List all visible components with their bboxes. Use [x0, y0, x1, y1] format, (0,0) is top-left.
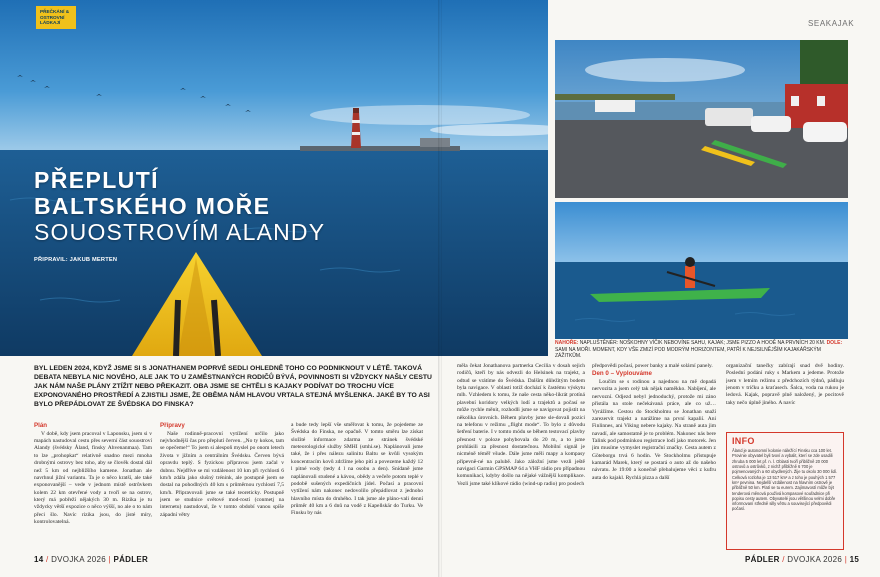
body-column-5 — [592, 363, 716, 559]
paddler-image — [555, 202, 848, 339]
title-line-3: SOUOSTROVÍM ALANDY — [34, 219, 326, 245]
article-title — [34, 167, 444, 245]
intro-paragraph: BYL LEDEN 2024, KDYŽ JSME SI S JONATHANEM POPRVÉ SEDLI OHLEDNĚ TOHO CO PODNIKNOUT V LÉTĚ. TAKOVÁ DEBATA NEBYLA NIC NOVÉHO, ALE JAK TO U ZAMĚSTNANÝCH RODIČŮ BÝVÁ, POVINNOSTI SI VŽDYCKY NAŠLY CESTU JAK NÁM NAŠE PLÁNY ZTÍŽIT NEBO PŘEKAZIT. OBA JSME SE CHTĚLI S KAJAKY PODÍVAT DO TROCHU VÍCE EXPONOVANÉHO PROSTŘEDÍ A ZJISTILI JSME, ŽE OBĚMA NÁM HLAVOU VRTALA STEJNÁ MYŠLENKA. JAKÉ BY TO ASI BYLO PŘEPÁDLOVAT ZE ŠVÉDSKA DO FINSKA? — [34, 365, 432, 409]
spine-gutter — [438, 0, 442, 577]
body-column-4 — [457, 363, 585, 559]
body-paragraph: V době, kdy jsem pracoval v Laponsku, jsem si v mapách nastudoval cestu přes severní část souostroví Alandy (švédsky Åland, finsky Ahvenanmaa). Tam to lze „prohopkat“ relativně snadno mezi mnoha drobnými ostrovy bez toho, aby se člověk dostal dál než 5 km od nejbližšího kamene. Jonathan ale navrhnul jižní variantu. Ta je o něco kratší, ale také exponovanější – vede v jednom místě ostrůvkem kolem 22 km otevřené vody a tvoří se na ostrov, který má pobřeží nějakých 30 m. Rizika je tu vždycky větší expozice o něco výšší, no ale o to nám přeci šlo. Navíc rizika jsou, do jisté míry, kontrolovatelná. — [34, 430, 152, 526]
title-line-2: BALTSKÉHO MOŘE — [34, 193, 271, 219]
caption-label-bottom: DOLE: — [826, 340, 843, 346]
body-paragraph: a bude tedy lepší vše směřovat k tomu, že pojedeme ze Švédska do Finska, ne opačně. V tomto směru lze získat složité informace zdarma ze stránek švédské meteorologické služby SMHI (smhi.se). Naplánovali jsme také, že i přes nálezu salinitu Baltu se kvůli vysokým koncentracím kovů zdržíme jeho pití a povezeme každý 12 l pitné vody (tedy 4 l na osobu a den). Snídaně jsme naplánovali studené a kávou, obědy a večeře potom teplé v podobě sušených expedičních jídel. Počasí a pracovní vytížení nám nakonec nedovolilo přepádlovat z jednoho hlavního místa do druhého. I tak jsme ale pláno-vali denní průměr 40 km a 6 dnů na vodě z Kapellskär do Turku. Ve Finsku by nás — [291, 422, 423, 517]
body-paragraph: měla čekat Jonathanova partnerka Cecilia v dosah sejich rodičů, kteří by nás odvezli do Helsinek na trajekt, a odtud se vrátíme do Švédska. Dalším důležitým bodem byla navigace. V oblasti totiž dochází k častému výskytu mlh. Vzhledem k tomu, že naše cesta něko-likrát protíná plavební koridory velkých lodí a trajektů a počasí se může rychle měnit, rozhodli jsme se navigovat pojistit na několika úrovních. Během plavby jsme sle-dovali pozici na telefonu v režimu „flight mode“. To bylo z důvodu šetření baterie. I v tomto módu se během testovací plavby přesnost v poloze pohybovala do 20 m, a to jsme prohlásili za přesnost dostatečnou. Mobilní signál je nicméně téměř všude. Dále jsme měli mapy a kompasy připevně-né na palubě. Jako záložní jsme vezli ještě navigaci Garmin GPSMAP 64 a VHF rádio pro případnou komunikaci, kdyby došlo na nějaké vážnější komplikace. Vezli jsme také klíkové rádio (wind-up radio) pro poslech — [457, 363, 585, 487]
subheading-plan: Plán — [34, 422, 48, 429]
info-text: Åland je autonomní kolonie náležící Finsku cca 100 let. Provinie obyvatel byli tvoví a vybalit, kterí se zde usadili zhruba 5 000 let př. n. l. Oblasti tvoří přibližně 20 000 ostrovů a ostrůvků, z nichž přibližně 6 700 je pojmenovaných a 60 obydlených. Žije tu okolo 30 000 lidí. Celková rozloha je 13 517 km² a z toho je pouhých 1 577 km² pevnina. Nejdelší vzdálenost na hlavním ostrově je přibližně 50 km. Platí se tu eurem. Zajímavostí může být tenderová měnová použivá kompasové souřadnice při popisu cesty autem. Obyvatelé jsou většinou velmi dobře informovaní středně silly větru a související předpovědi počasí. — [732, 448, 838, 512]
paddler-photo — [555, 202, 848, 339]
body-paragraph: Loučím se s rodinou a najednou na mě dopadá nervozita a jsem celý tak nějak naměkko. Nabíjení, ale nervozní. Odjezd nebyl jednoduchý, protože mi záno přistála na stole nečekávaná práce, ale co už… Vyrážíme. Cestou do Stockholmu se Jonathan snaží zarezervit trajekt a narážíme na první kapalií. Ani Finlinnes, ani Viking nebere kajaky. Na straně auta jim navadí, ale samostatně je to problém. Nakonec nás bere Talink pod podmínkou registrace lodí jako motorek. Jen jim musíme vymyslet registrační značky. Cesta autem z Göteborgu trvá 6 hodin. Ve Stockholmu přistupuje kamarád Marek, který se postará o auto až do našeho návratu. Je 19:00 a konečně přebalujeme věci z kufru auta do kajakl. Rychlá pizza a další — [592, 379, 716, 481]
page-number-left: 14 — [34, 555, 44, 564]
issue-label-right: DVOJKA 2026 — [787, 555, 843, 564]
folio-separator: | — [844, 555, 848, 564]
article-intro — [34, 364, 434, 409]
body-paragraph: Naše rodinně-pracovní vytížení určilo jako nejvhodnější čas pro přeplutí červen. „No ty kokos, tam se opečeme!“ To jsem si alespoň myslel po onom letech života v jižním a centrálním Švédsku. Červen bývá opravdu teplý. S fyzickou přípravou jsem začal v dubnu. Nejdříve se mi vzdálenost 10 km při rychlosti 6 km/h zdála jako slušný trénink, ale postupně jsem se dostal na pohodlných 40 km s průměrnou rychlostí 7,5 km/h. Připravovali jsme se také teoreticky. Postupně jsem se studnice světové mod-rostí (conmetj na internetu) nastudoval, že v tomto období vanou spíše západní větry — [160, 430, 284, 518]
info-heading: INFO — [732, 436, 755, 446]
harbor-photo — [555, 40, 848, 198]
body-column-3 — [291, 422, 423, 556]
issue-label-left: DVOJKA 2026 — [51, 555, 106, 564]
folio-separator: / — [46, 555, 49, 564]
subheading-pripravy: Přípravy — [160, 422, 185, 429]
folio-separator: / — [782, 555, 785, 564]
caption-label-top: NAHOŘE: — [555, 340, 579, 346]
harbor-image — [555, 40, 848, 198]
folio-right — [745, 556, 859, 564]
body-column-6 — [726, 363, 844, 427]
folio-left — [34, 556, 148, 564]
folio-separator: | — [108, 555, 111, 564]
body-column-1 — [34, 422, 152, 556]
magazine-brand-right: PÁDLER — [745, 555, 780, 564]
photo-caption — [555, 340, 848, 360]
body-paragraph: organizační tanečky zabírají snad dvě hodiny. Poslední podání ruky s Markem a jedeme. Protože jsem v letním režimu z předchozích týdnů, pádluju jenom v tričku a kraťasech. Šalca, voda na rukou je ledová. Kajak, popravě plně naložený, je pocitově taky nečo úplně jiného. A navíc — [726, 363, 844, 406]
caption-text-bottom: SAMI NA MOŘI. MOMENT, KDY VŠE ZMIZÍ POD MODRÝM HORIZONTEM, PATŘÍ K NEJSILNĚJŠÍM KAJAKÁŘSKÝM ZÁŽITKŮM. — [555, 346, 821, 359]
body-column-2 — [160, 422, 284, 556]
info-box — [726, 432, 844, 550]
subheading-den-0: Den 0 – Vyplouváme — [592, 370, 652, 378]
kicker-tag: PŘEČKÁNÍ & OSTROVNÍ LÁDKAJÍ — [36, 6, 76, 29]
title-line-1: PŘEPLUTÍ — [34, 167, 159, 193]
caption-text-top: NAPLUŠTĚNÉR: NOŠKOHNY VÍČIK NEBOVÍNE SAHU, KAJAK; JSME PIZZO A HOOĚ NA PRVNÍCH 20 KM. — [579, 340, 826, 346]
page-number-right: 15 — [849, 555, 860, 564]
section-label: SEAKAJAK — [808, 19, 855, 28]
magazine-brand-left: PÁDLER — [113, 555, 149, 564]
body-paragraph: předpovědi počasí, power banky a malé solární panely. — [592, 363, 713, 369]
byline: PŘIPRAVIL: JAKUB MERTEN — [34, 257, 118, 263]
